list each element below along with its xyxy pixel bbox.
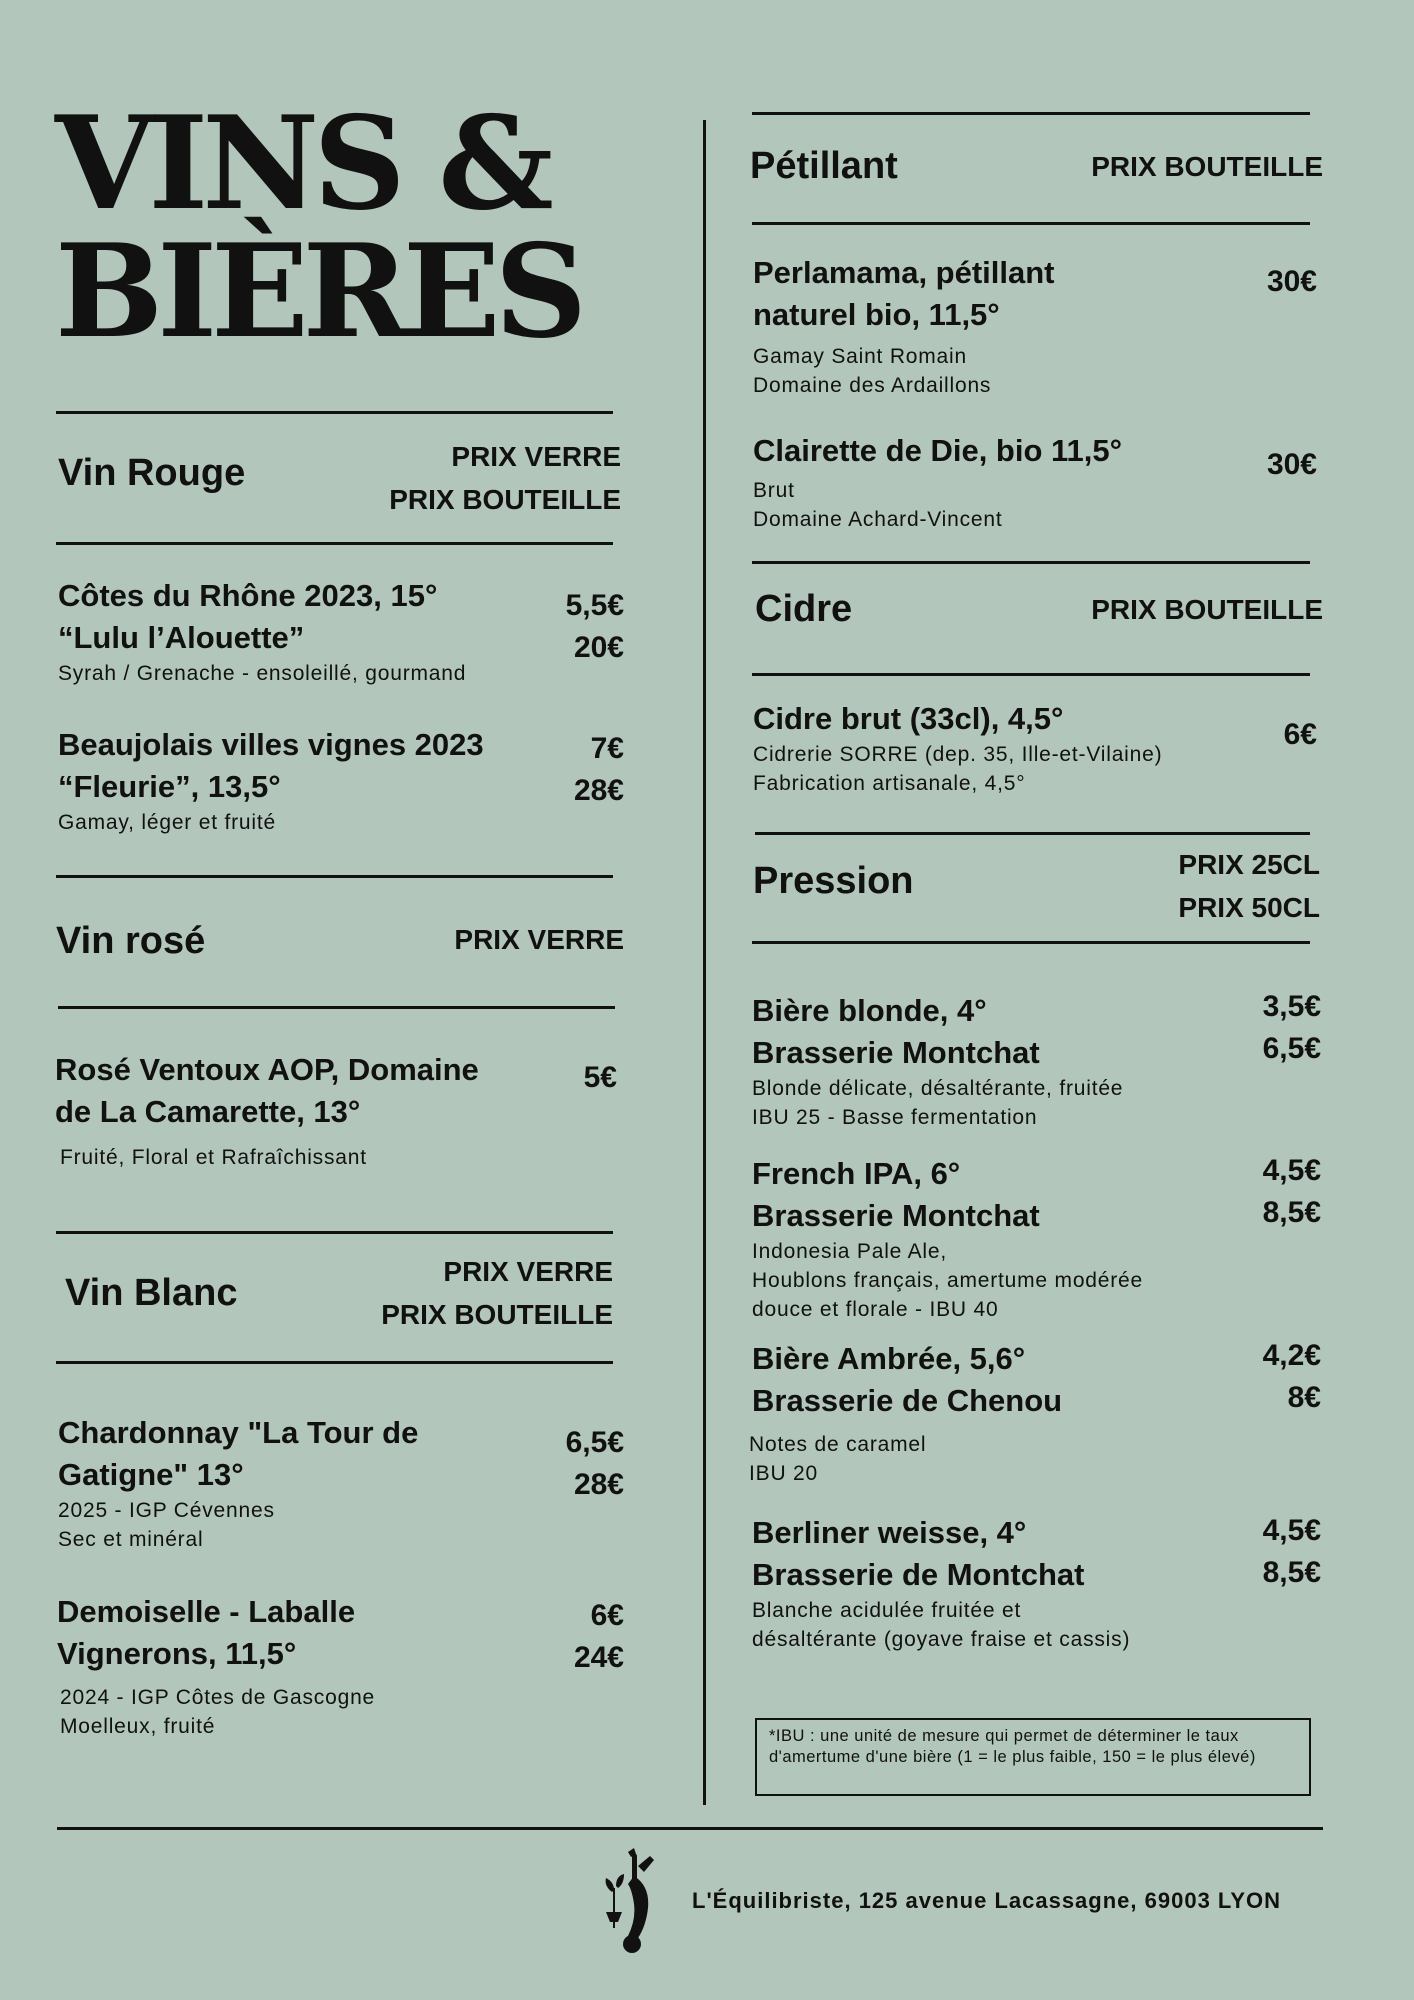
item-prices: [574, 728, 624, 812]
item-description: IBU 20: [749, 1462, 818, 1485]
item-prices: [584, 1057, 617, 1099]
item-name-line: Perlamama, pétillant: [753, 255, 1055, 290]
item-description: Notes de caramel: [749, 1433, 927, 1456]
price-value: 6€: [590, 1599, 624, 1632]
rule-top-vin-rose: [56, 875, 613, 878]
rule-top-vin-rouge: [56, 411, 613, 414]
rule-top-vin-blanc: [56, 1231, 613, 1234]
section-title-vin-rose: Vin rosé: [56, 920, 206, 962]
item-prices: [1263, 1150, 1321, 1234]
item-name-line: “Fleurie”, 13,5°: [58, 769, 281, 804]
footer-address: L'Équilibriste, 125 avenue Lacassagne, 69003 LYON: [692, 1888, 1282, 1913]
price-labels-vin-rose: [454, 918, 624, 961]
item-prices: [1263, 986, 1321, 1070]
price-value: 6,5€: [565, 1426, 624, 1459]
price-label: PRIX 50CL: [1178, 892, 1320, 923]
item-prices: [1267, 444, 1317, 486]
menu-item: [58, 1412, 418, 1554]
section-title-vin-rouge: Vin Rouge: [58, 452, 246, 494]
item-name-line: Brasserie Montchat: [752, 1198, 1040, 1233]
menu-item: [749, 1338, 1063, 1488]
menu-item: [752, 990, 1123, 1132]
item-description: Fruité, Floral et Rafraîchissant: [60, 1146, 367, 1169]
column-divider: [703, 120, 706, 1805]
item-name-line: “Lulu l’Alouette”: [58, 620, 305, 655]
price-labels-cidre: [1091, 588, 1323, 631]
item-description: Cidrerie SORRE (dep. 35, Ille-et-Vilaine): [753, 743, 1163, 766]
price-label: PRIX VERRE: [451, 441, 621, 472]
price-value: 8€: [1287, 1381, 1321, 1414]
item-description: Blanche acidulée fruitée et: [752, 1599, 1022, 1622]
item-name-line: Brasserie Montchat: [752, 1035, 1040, 1070]
menu-item: [57, 1591, 375, 1741]
price-label: PRIX BOUTEILLE: [389, 484, 621, 515]
rule-bottom-vin-rouge: [56, 542, 613, 545]
item-name-line: naturel bio, 11,5°: [753, 297, 1000, 332]
item-description: IBU 25 - Basse fermentation: [752, 1106, 1038, 1129]
rule-top-pression: [755, 832, 1310, 835]
price-label: PRIX BOUTEILLE: [1091, 151, 1323, 182]
title-line-2: BIÈRES: [55, 217, 581, 367]
price-value: 30€: [1266, 448, 1317, 481]
rule-bottom-vin-rose: [58, 1006, 615, 1009]
section-title-pression: Pression: [753, 860, 914, 902]
item-description: douce et florale - IBU 40: [752, 1298, 999, 1321]
price-value: 28€: [573, 1468, 624, 1501]
item-description: Houblons français, amertume modérée: [752, 1269, 1144, 1292]
price-value: 6,5€: [1262, 1032, 1321, 1065]
menu-item: [753, 252, 1055, 400]
section-title-petillant: Pétillant: [750, 145, 898, 187]
rule-bottom-petillant: [752, 222, 1310, 225]
price-label: PRIX BOUTEILLE: [1091, 594, 1323, 625]
item-description: Syrah / Grenache - ensoleillé, gourmand: [58, 662, 467, 685]
item-name-line: French IPA, 6°: [752, 1156, 961, 1191]
item-name-line: Vignerons, 11,5°: [57, 1636, 297, 1671]
menu-item: [752, 1153, 1143, 1324]
item-name-line: Brasserie de Montchat: [752, 1557, 1085, 1592]
item-name-line: Berliner weisse, 4°: [752, 1515, 1027, 1550]
acrobat-logo-icon: [598, 1846, 672, 1958]
item-description: 2024 - IGP Côtes de Gascogne: [60, 1686, 376, 1709]
ibu-note: *IBU : une unité de mesure qui permet de déterminer le taux d'amertume d'une bière (1 = le plus faible, 150 = le plus élevé): [755, 1718, 1311, 1796]
section-title-vin-blanc: Vin Blanc: [65, 1272, 238, 1314]
item-description: Domaine des Ardaillons: [753, 374, 992, 397]
price-value: 28€: [573, 774, 624, 807]
price-value: 7€: [590, 732, 624, 765]
price-value: 5€: [583, 1061, 617, 1094]
price-value: 4,5€: [1262, 1154, 1321, 1187]
rule-bottom-pression: [752, 941, 1310, 944]
menu-item: [752, 1512, 1130, 1654]
price-value: 8,5€: [1262, 1196, 1321, 1229]
item-prices: [574, 1595, 624, 1679]
price-value: 3,5€: [1262, 990, 1321, 1023]
page-title: [55, 89, 581, 367]
item-description: Gamay Saint Romain: [753, 345, 967, 368]
item-name-line: Bière Ambrée, 5,6°: [752, 1341, 1026, 1376]
price-value: 4,2€: [1262, 1339, 1321, 1372]
item-prices: [1284, 714, 1317, 756]
menu-item: [58, 724, 484, 837]
item-name-line: Rosé Ventoux AOP, Domaine: [55, 1052, 479, 1087]
menu-item: [55, 1049, 479, 1172]
rule-bottom-vin-blanc: [56, 1361, 613, 1364]
item-description: Brut: [753, 479, 795, 502]
item-description: Indonesia Pale Ale,: [752, 1240, 948, 1263]
section-title-cidre: Cidre: [755, 588, 853, 630]
item-prices: [1263, 1335, 1321, 1419]
item-description: Domaine Achard-Vincent: [753, 508, 1003, 531]
item-name-line: Cidre brut (33cl), 4,5°: [753, 701, 1064, 736]
item-name-line: Demoiselle - Laballe: [57, 1594, 356, 1629]
rule-top-cidre: [752, 561, 1310, 564]
menu-item: [58, 575, 466, 688]
price-labels-vin-rouge: [389, 435, 621, 521]
rule-top-petillant: [752, 112, 1310, 115]
item-description: Blonde délicate, désaltérante, fruitée: [752, 1077, 1124, 1100]
item-name-line: Beaujolais villes vignes 2023: [58, 727, 484, 762]
price-value: 5,5€: [565, 589, 624, 622]
item-name-line: Gatigne" 13°: [58, 1457, 244, 1492]
price-labels-pression: [1178, 843, 1320, 929]
item-description: Fabrication artisanale, 4,5°: [753, 772, 1026, 795]
price-value: 24€: [573, 1641, 624, 1674]
price-label: PRIX 25CL: [1178, 849, 1320, 880]
price-label: PRIX BOUTEILLE: [381, 1299, 613, 1330]
item-name-line: Clairette de Die, bio 11,5°: [753, 433, 1123, 468]
price-value: 8,5€: [1262, 1556, 1321, 1589]
price-labels-petillant: [1091, 145, 1323, 188]
item-description: 2025 - IGP Cévennes: [58, 1499, 275, 1522]
item-name-line: Bière blonde, 4°: [752, 993, 987, 1028]
item-prices: [566, 1422, 624, 1506]
item-name-line: Brasserie de Chenou: [752, 1383, 1063, 1418]
footer-rule: [57, 1827, 1323, 1830]
price-value: 30€: [1266, 265, 1317, 298]
item-description: désaltérante (goyave fraise et cassis): [752, 1628, 1131, 1651]
item-name-line: de La Camarette, 13°: [55, 1094, 361, 1129]
price-label: PRIX VERRE: [454, 924, 624, 955]
item-description: Moelleux, fruité: [60, 1715, 216, 1738]
title-line-1: VINS &: [55, 89, 548, 239]
item-prices: [1267, 261, 1317, 303]
price-value: 6€: [1283, 718, 1317, 751]
price-label: PRIX VERRE: [443, 1256, 613, 1287]
price-labels-vin-blanc: [381, 1250, 613, 1336]
rule-bottom-cidre: [752, 673, 1310, 676]
menu-item: [753, 698, 1162, 798]
menu-item: [753, 430, 1122, 534]
price-value: 4,5€: [1262, 1514, 1321, 1547]
item-description: Sec et minéral: [58, 1528, 204, 1551]
item-description: Gamay, léger et fruité: [58, 811, 276, 834]
price-value: 20€: [573, 631, 624, 664]
item-prices: [566, 585, 624, 669]
item-name-line: Chardonnay "La Tour de: [58, 1415, 419, 1450]
item-prices: [1263, 1510, 1321, 1594]
item-name-line: Côtes du Rhône 2023, 15°: [58, 578, 438, 613]
